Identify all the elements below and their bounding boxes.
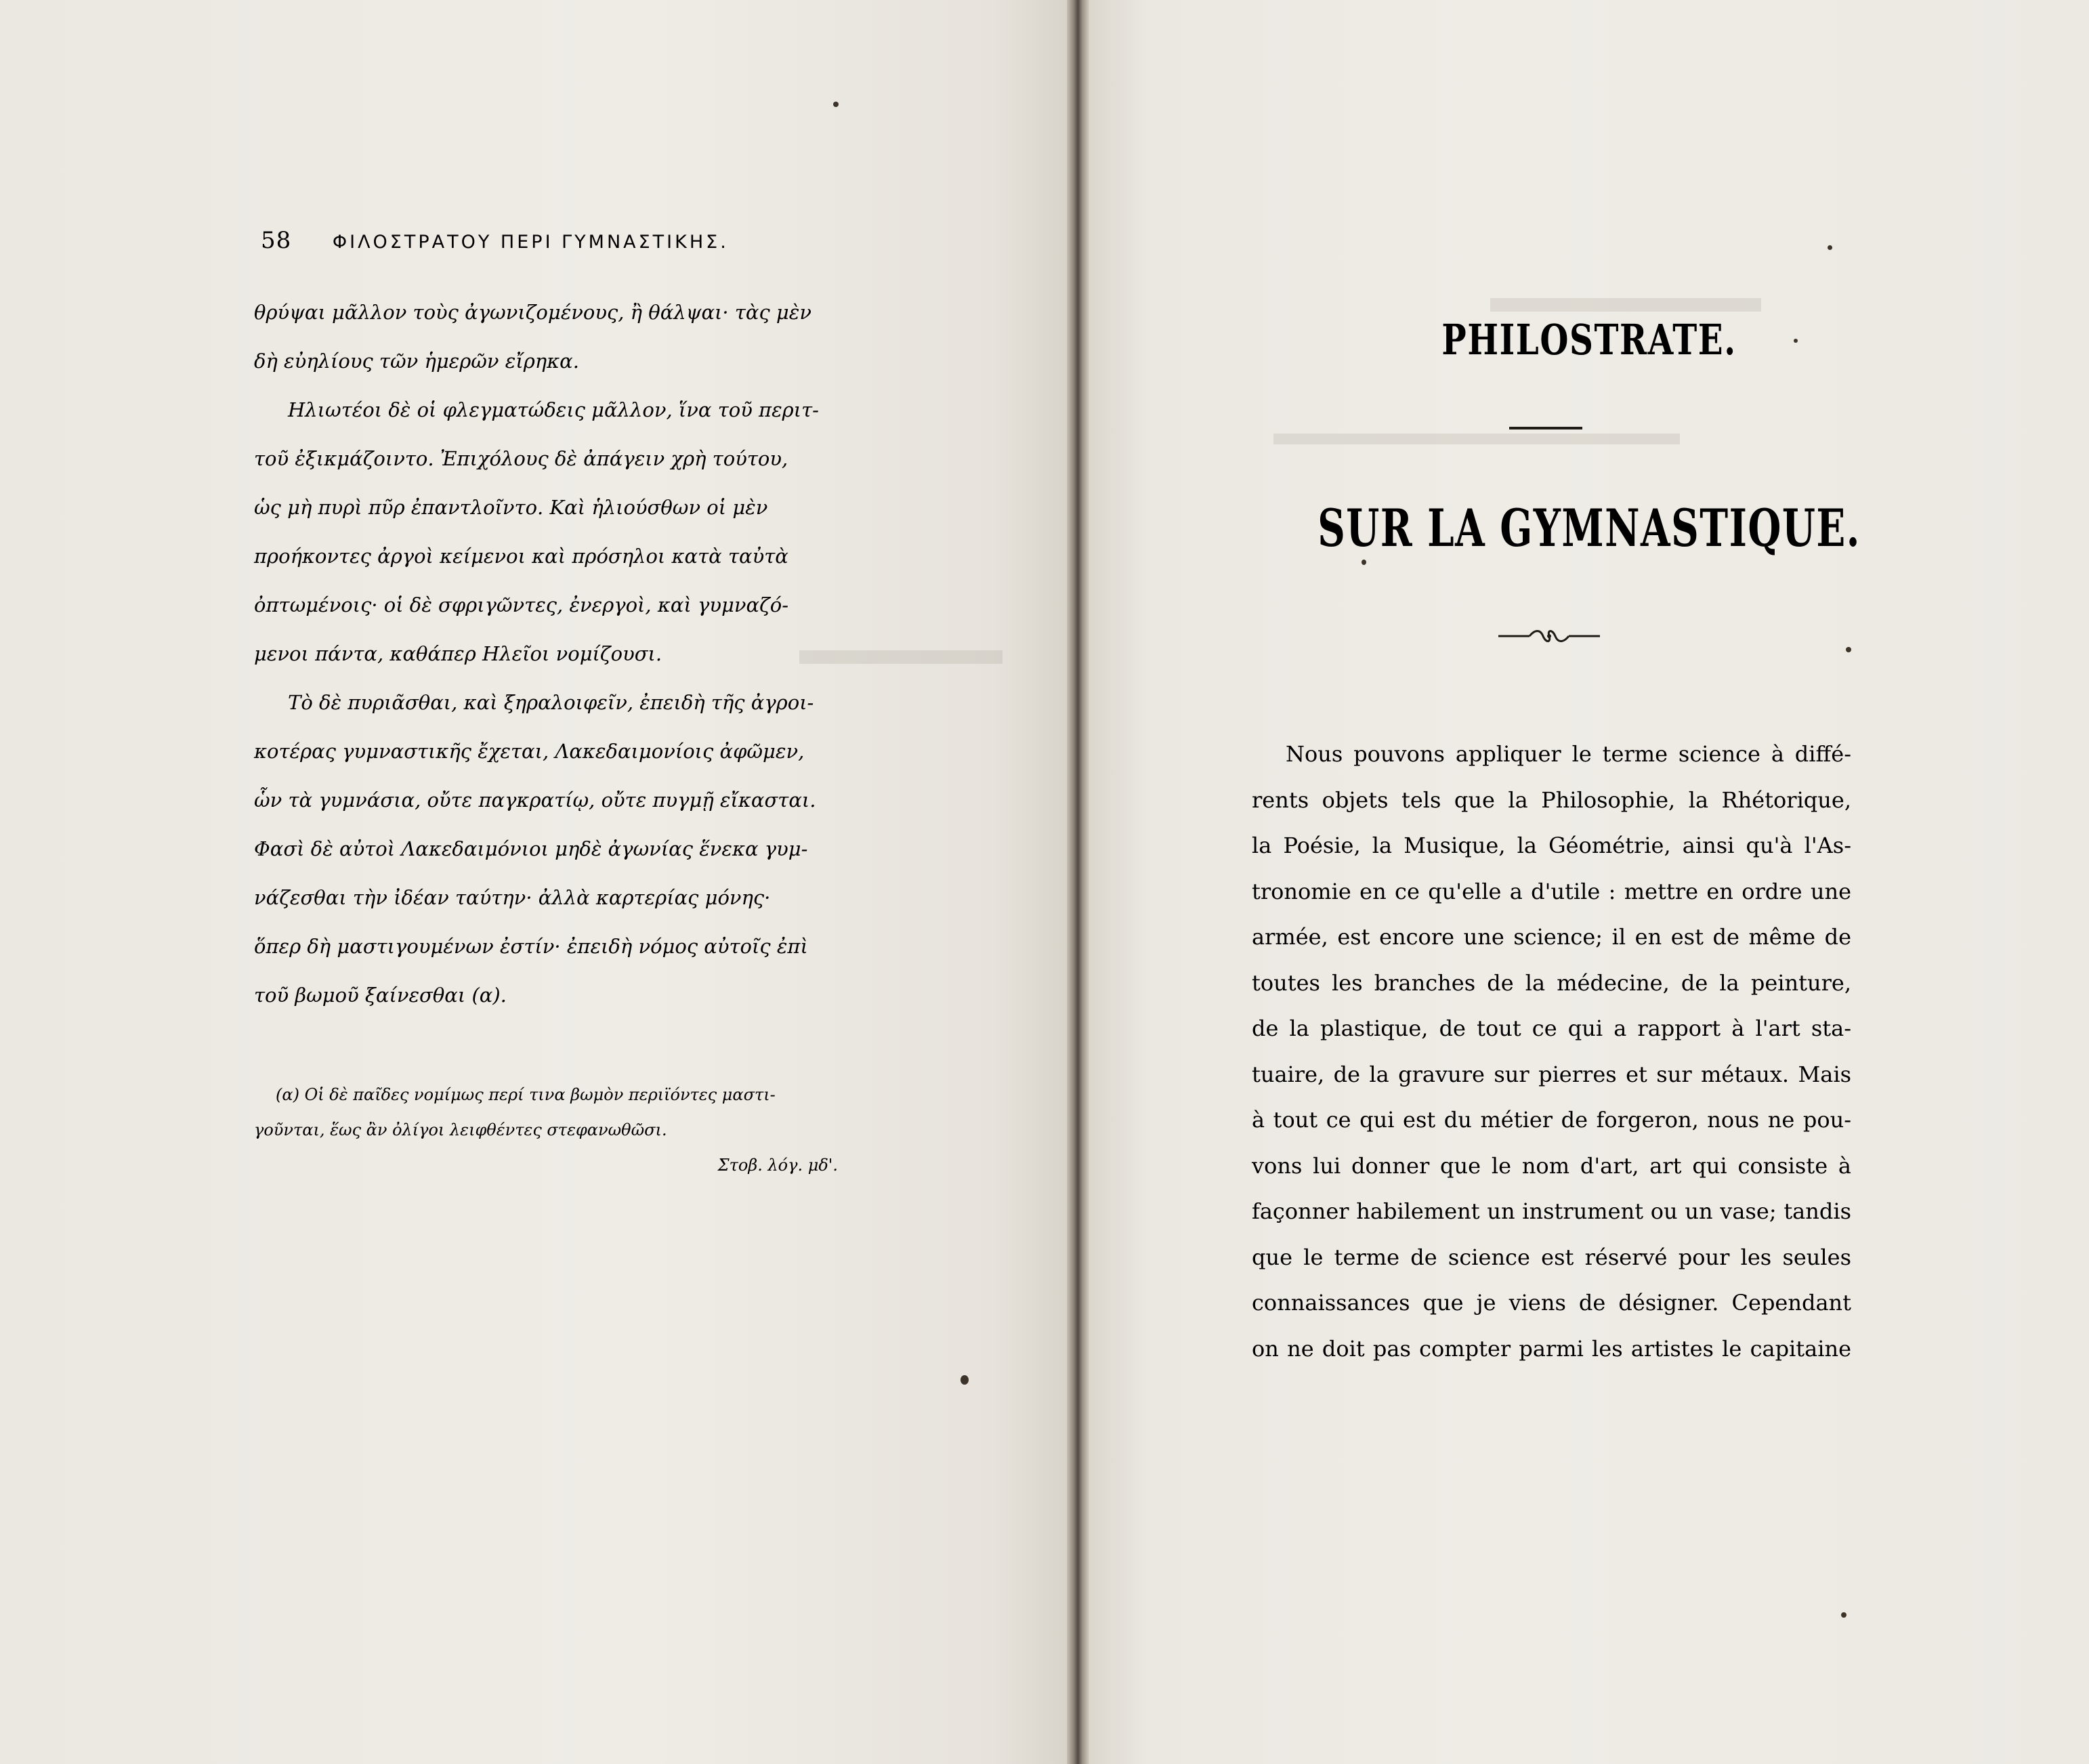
text-line: προήκοντες ἀργοὶ κείμενοι καὶ πρόσηλοι κατὰ ταὐτὰ <box>254 545 788 568</box>
running-head-title: ΦΙΛΟΣΤΡΑΤΟΥ ΠΕΡΙ ΓΥΜΝΑΣΤΙΚΗΣ. <box>332 232 729 253</box>
text-line: rents objets tels que la Philosophie, la Rhétorique, <box>1252 786 1851 813</box>
bleed-through-texture <box>1490 298 1761 312</box>
text-line: ὀπτωμένοις· οἱ δὲ σφριγῶντες, ἐνεργοὶ, καὶ γυμναζό- <box>254 593 789 616</box>
text-line: armée, est encore une science; il en est de même de <box>1252 924 1851 950</box>
text-line: δὴ εὐηλίους τῶν ἡμερῶν εἴρηκα. <box>254 350 579 373</box>
text-line: que le terme de science est réservé pour les seules <box>1252 1244 1851 1270</box>
text-line: à tout ce qui est du métier de forgeron, nous ne pou- <box>1252 1107 1851 1133</box>
text-line: Τὸ δὲ πυριᾶσθαι, καὶ ξηραλοιφεῖν, ἐπειδὴ τῆς ἀγροι- <box>288 691 814 714</box>
footnote-line: γοῦνται, ἕως ἂν ὀλίγοι λειφθέντες στεφανωθῶσι. <box>254 1120 667 1139</box>
text-line: de la plastique, de tout ce qui a rapport à l'art sta- <box>1252 1015 1851 1041</box>
french-text-block <box>1252 732 1851 1372</box>
text-line: on ne doit pas compter parmi les artistes le capitaine <box>1252 1335 1851 1362</box>
text-line: toutes les branches de la médecine, de la peinture, <box>1252 969 1851 996</box>
text-line: ὧν τὰ γυμνάσια, οὔτε παγκρατίῳ, οὔτε πυγμῇ εἴκασται. <box>254 789 816 812</box>
paper-speck <box>1828 245 1832 250</box>
title-rule <box>1509 427 1582 429</box>
text-line: ὡς μὴ πυρὶ πῦρ ἐπαντλοῖντο. Καὶ ἡλιούσθων οἱ μὲν <box>254 496 768 519</box>
text-line: μενοι πάντα, καθάπερ Ηλεῖοι νομίζουσι. <box>254 642 662 665</box>
text-line: τοῦ βωμοῦ ξαίνεσθαι (α). <box>254 984 507 1007</box>
ornament-divider-icon <box>1498 627 1600 646</box>
text-line: ὅπερ δὴ μαστιγουμένων ἐστίν· ἐπειδὴ νόμος αὐτοῖς ἐπὶ <box>254 935 808 958</box>
greek-text-block <box>254 288 872 1020</box>
book-gutter <box>1067 0 1089 1764</box>
paper-speck <box>1841 1612 1847 1618</box>
text-line: tronomie en ce qu'elle a d'utile : mettre en ordre une <box>1252 878 1851 904</box>
running-head <box>261 227 729 254</box>
page-subtitle: SUR LA GYMNASTIQUE. <box>1317 498 1861 558</box>
footnote-source: Στοβ. λόγ. μδ'. <box>717 1156 838 1175</box>
text-line: la Poésie, la Musique, la Géométrie, ainsi qu'à l'As- <box>1252 833 1851 858</box>
text-line: Nous pouvons appliquer le terme science à diffé- <box>1286 741 1851 767</box>
paper-speck <box>1362 560 1366 565</box>
text-line: connaissances que je viens de désigner. Cependant <box>1252 1290 1851 1316</box>
text-line: κοτέρας γυμναστικῆς ἔχεται, Λακεδαιμονίοις ἀφῶμεν, <box>254 740 805 763</box>
paper-speck <box>833 102 839 107</box>
footnote-line: (α) Οἱ δὲ παῖδες νομίμως περί τινα βωμὸν περιϊόντες μαστι- <box>276 1085 776 1104</box>
text-line: tuaire, de la gravure sur pierres et sur métaux. Mais <box>1252 1061 1851 1087</box>
footnote <box>254 1077 872 1183</box>
page-title: PHILOSTRATE. <box>1441 315 1737 364</box>
text-line: νάζεσθαι τὴν ἰδέαν ταύτην· ἀλλὰ καρτερίας μόνης· <box>254 886 771 909</box>
text-line: Ηλιωτέοι δὲ οἱ φλεγματώδεις μᾶλλον, ἵνα τοῦ περιτ- <box>288 398 819 421</box>
text-line: θρύψαι μᾶλλον τοὺς ἀγωνιζομένους, ἢ θάλψαι· τὰς μὲν <box>254 301 811 324</box>
text-line: τοῦ ἐξικμάζοιντο. Ἐπιχόλους δὲ ἀπάγειν χρὴ τούτου, <box>254 447 788 470</box>
text-line: vons lui donner que le nom d'art, art qui consiste à <box>1252 1152 1851 1179</box>
paper-speck <box>961 1375 969 1385</box>
text-line: façonner habilement un instrument ou un vase; tandis <box>1252 1198 1851 1224</box>
bleed-through-texture <box>1273 434 1680 444</box>
paper-speck <box>1846 647 1851 652</box>
text-line: Φασὶ δὲ αὐτοὶ Λακεδαιμόνιοι μηδὲ ἀγωνίας ἕνεκα γυμ- <box>254 837 808 860</box>
page-number: 58 <box>261 227 292 254</box>
